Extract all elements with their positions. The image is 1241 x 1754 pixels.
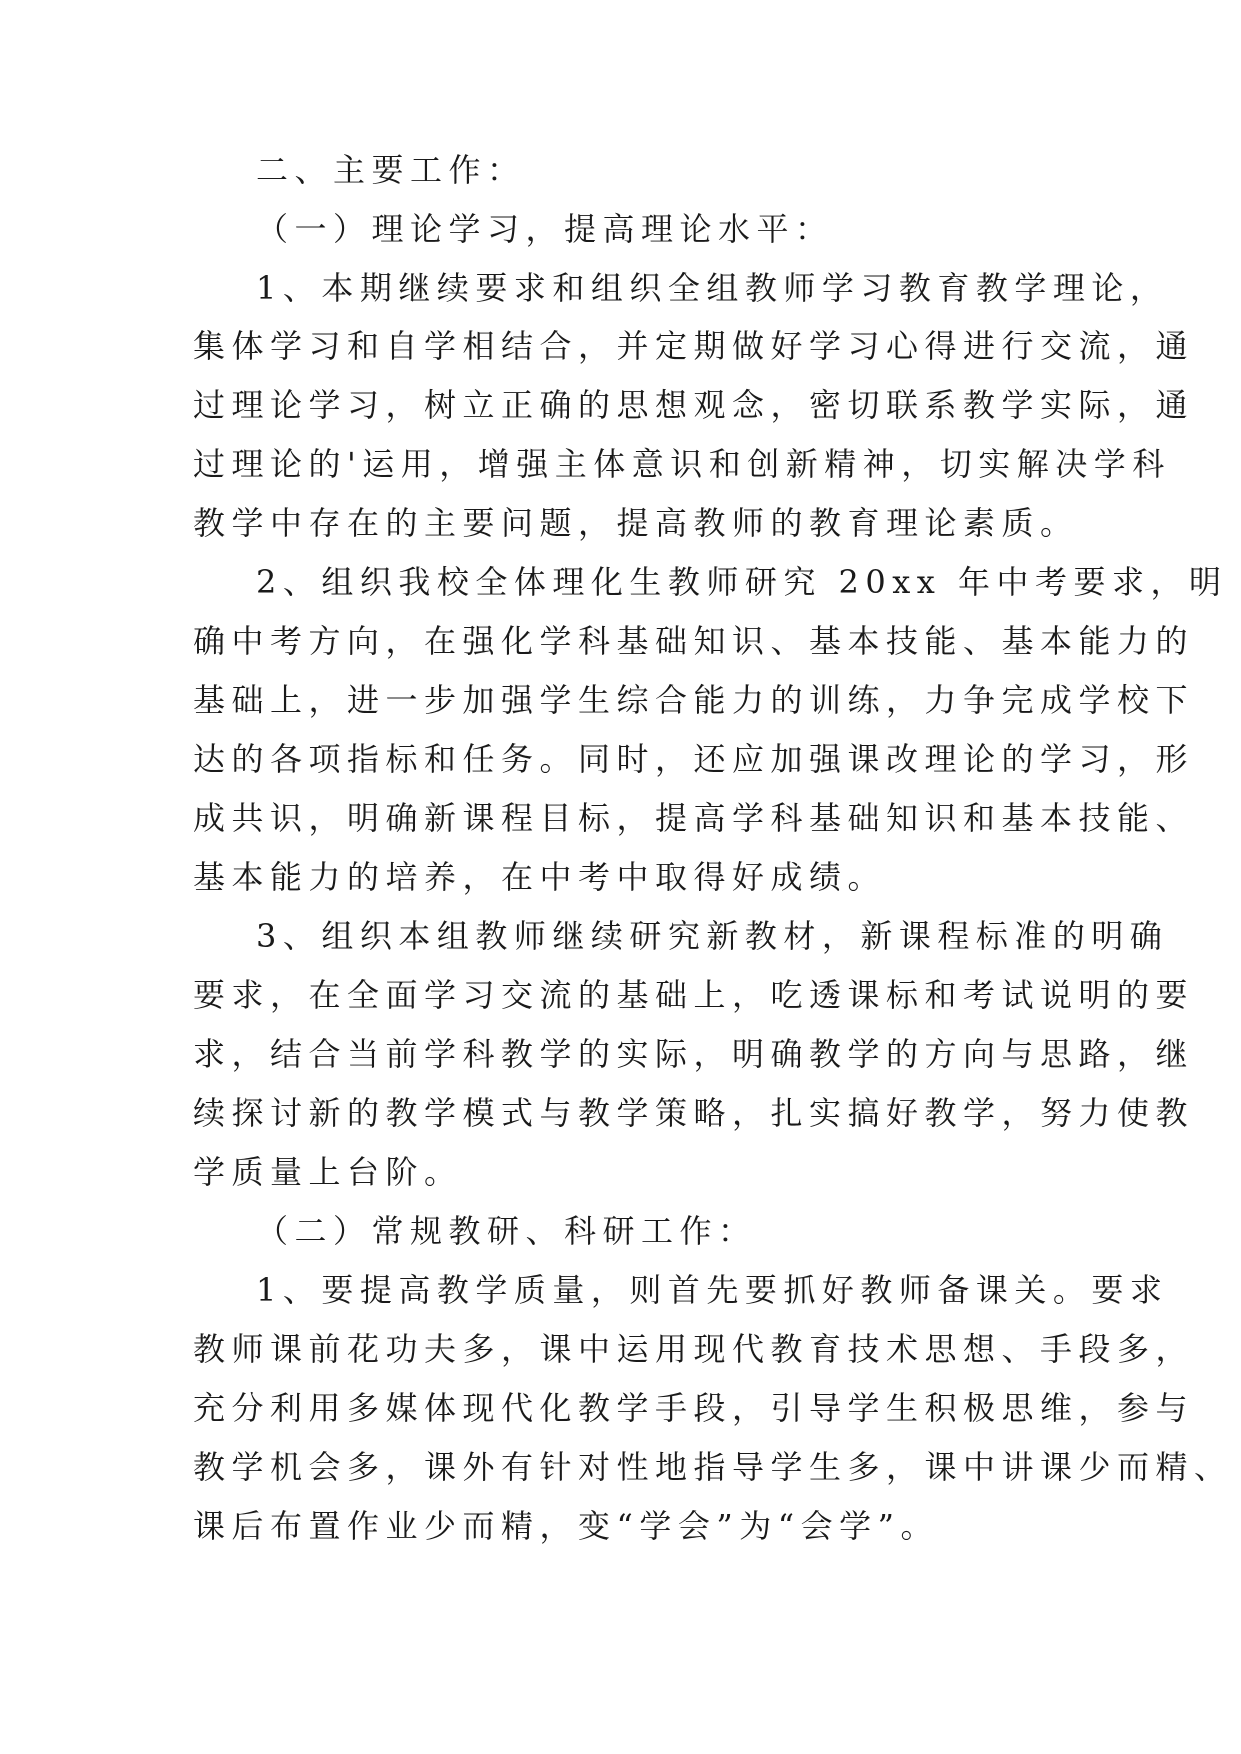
paragraph-line: 教学中存在的主要问题，提高教师的教育理论素质。 bbox=[193, 504, 1079, 542]
paragraph-line: 确中考方向，在强化学科基础知识、基本技能、基本能力的 bbox=[193, 622, 1195, 660]
paragraph-line: 达的各项指标和任务。同时，还应加强课改理论的学习，形 bbox=[193, 740, 1195, 778]
paragraph-line: 2、组织我校全体理化生教师研究 20xx 年中考要求，明 bbox=[256, 563, 1228, 601]
paragraph-line: 过理论的'运用，增强主体意识和创新精神，切实解决学科 bbox=[193, 445, 1171, 483]
paragraph-line: 教师课前花功夫多，课中运用现代教育技术思想、手段多， bbox=[193, 1330, 1195, 1368]
paragraph-line: 课后布置作业少而精，变“学会”为“会学”。 bbox=[193, 1507, 939, 1545]
paragraph-line: 集体学习和自学相结合，并定期做好学习心得进行交流，通 bbox=[193, 327, 1195, 365]
paragraph-line: 基本能力的培养，在中考中取得好成绩。 bbox=[193, 858, 887, 896]
paragraph-line: 续探讨新的教学模式与教学策略，扎实搞好教学，努力使教 bbox=[193, 1094, 1195, 1132]
paragraph-line: 基础上，进一步加强学生综合能力的训练，力争完成学校下 bbox=[193, 681, 1195, 719]
paragraph-line: 3、组织本组教师继续研究新教材，新课程标准的明确 bbox=[256, 917, 1169, 955]
paragraph-line: 过理论学习，树立正确的思想观念，密切联系教学实际，通 bbox=[193, 386, 1195, 424]
paragraph-line: 学质量上台阶。 bbox=[193, 1153, 463, 1191]
subsection-heading-routine-research: （二）常规教研、科研工作： bbox=[256, 1212, 757, 1250]
paragraph-line: 求，结合当前学科教学的实际，明确教学的方向与思路，继 bbox=[193, 1035, 1195, 1073]
paragraph-line: 1、本期继续要求和组织全组教师学习教育教学理论， bbox=[256, 269, 1169, 307]
paragraph-line: 1、要提高教学质量，则首先要抓好教师备课关。要求 bbox=[256, 1271, 1169, 1309]
subsection-heading-theory-study: （一）理论学习，提高理论水平： bbox=[256, 210, 834, 248]
paragraph-line: 教学机会多，课外有针对性地指导学生多，课中讲课少而精、 bbox=[193, 1448, 1233, 1486]
paragraph-line: 充分利用多媒体现代化教学手段，引导学生积极思维，参与 bbox=[193, 1389, 1195, 1427]
paragraph-line: 要求，在全面学习交流的基础上，吃透课标和考试说明的要 bbox=[193, 976, 1195, 1014]
section-heading-main-work: 二、主要工作： bbox=[256, 151, 526, 189]
paragraph-line: 成共识，明确新课程目标，提高学科基础知识和基本技能、 bbox=[193, 799, 1195, 837]
